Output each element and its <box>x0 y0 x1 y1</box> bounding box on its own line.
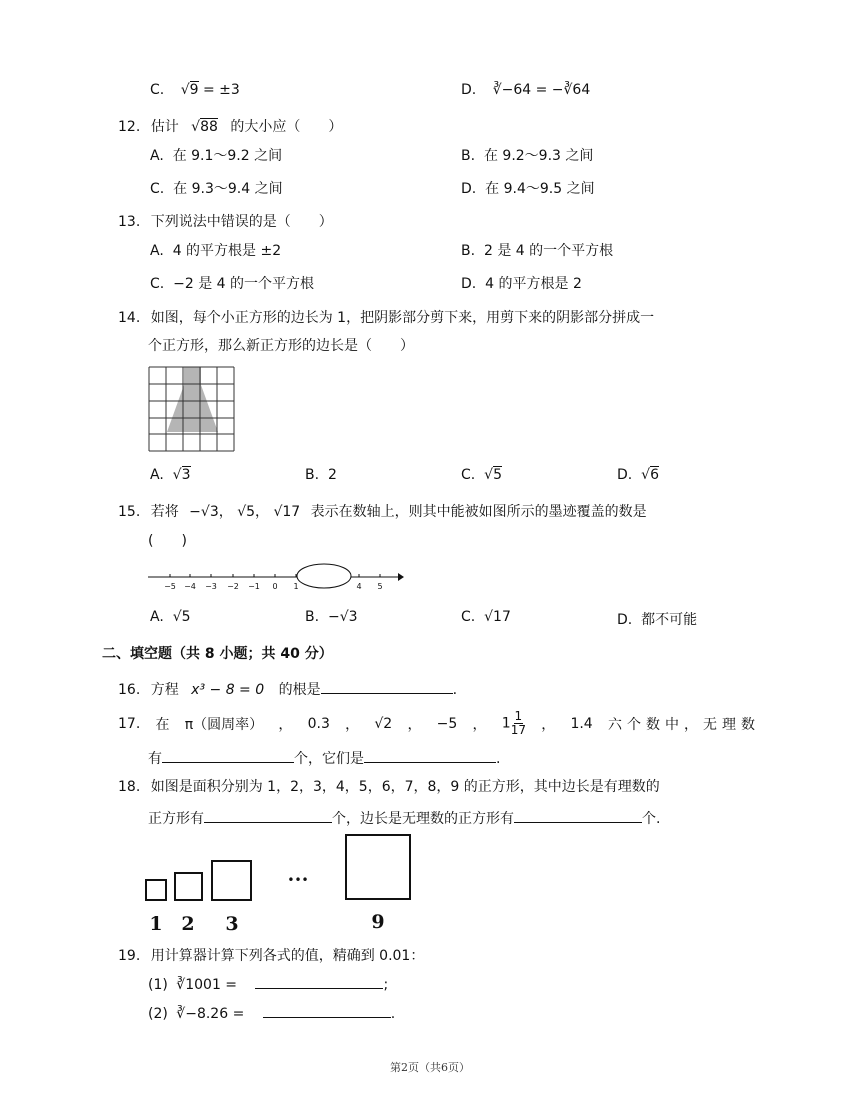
item-expr: ∛−8.26 = <box>176 1006 245 1022</box>
tick-label: 4 <box>356 582 362 591</box>
option-label: B. <box>305 467 320 483</box>
option-label: B. <box>305 609 320 625</box>
square-3 <box>212 861 251 900</box>
option-label: A. <box>150 148 164 164</box>
stem-text: 若将 <box>150 504 179 520</box>
stem-number: √5 <box>237 504 256 520</box>
end-punct: . <box>390 1006 396 1022</box>
q11-option-d <box>461 82 590 98</box>
stem-number: √2 <box>374 715 393 732</box>
end-punct: ; <box>383 977 389 993</box>
answer-blank[interactable] <box>321 677 453 694</box>
q15-option-a <box>150 609 191 625</box>
square-label: 9 <box>371 911 385 933</box>
option-label: A. <box>150 243 164 259</box>
stem-text: 下列说法中错误的是（ ） <box>150 214 333 230</box>
question-number: 14. <box>118 310 141 326</box>
q19-item-2 <box>148 1001 395 1022</box>
stem-text: 的根是 <box>278 682 321 698</box>
q13-option-d <box>461 273 582 293</box>
tick-label: −2 <box>227 582 239 591</box>
option-label: D. <box>461 276 477 292</box>
q15-number-line <box>148 562 404 596</box>
stem-number: −√3 <box>189 504 219 520</box>
q12-option-c <box>150 178 283 198</box>
square-label: 3 <box>225 913 239 934</box>
q15-stem-line1: 15. 若将 −√3， √5， √17 表示在数轴上，则其中能被如图所示的墨迹覆盖的数是 <box>118 504 647 520</box>
radicand: 9 <box>189 82 199 98</box>
stem-text: 有 <box>148 751 162 767</box>
square-label: 2 <box>181 913 195 934</box>
equation: x³ − 8 = 0 <box>191 682 265 698</box>
q17-line1: 17. 在 π（圆周率） ， 0.3 ， √2 ， −5 ， 1 $\frac{1}{17}$ ， 1.4̇ 六个数中，无理数 <box>118 709 760 737</box>
q19-stem <box>118 945 424 965</box>
tick-label: −4 <box>184 582 196 591</box>
stem-text: 表示在数轴上，则其中能被如图所示的墨迹覆盖的数是 <box>310 504 647 520</box>
q14-stem-line1 <box>118 307 654 327</box>
answer-blank[interactable] <box>514 806 642 823</box>
answer-blank[interactable] <box>263 1001 391 1018</box>
stem-text: 如图，每个小正方形的边长为 1，把阴影部分剪下来，用剪下来的阴影部分拼成一 <box>150 310 655 326</box>
radicand: 6 <box>650 467 659 483</box>
q14-option-a: A. √3 <box>150 467 191 483</box>
radicand: 5 <box>493 467 502 483</box>
question-number: 19. <box>118 948 141 964</box>
option-text: 在 9.4～9.5 之间 <box>485 181 595 197</box>
answer-blank[interactable] <box>162 746 294 763</box>
q11-option-c <box>150 82 240 98</box>
option-label: B. <box>461 243 476 259</box>
option-text: 2 是 4 的一个平方根 <box>483 243 614 259</box>
q14-grid-figure <box>148 366 236 452</box>
stem-text: 个，边长是无理数的正方形有 <box>332 811 514 827</box>
option-text: 在 9.3～9.4 之间 <box>173 181 283 197</box>
q14-option-b <box>305 467 337 483</box>
radical: √88 <box>191 119 218 135</box>
tick-label: 5 <box>377 582 383 591</box>
axis-arrow <box>398 573 404 581</box>
stem-text: 个，它们是 <box>294 751 364 767</box>
option-label: D. <box>461 82 477 98</box>
option-label: B. <box>461 148 476 164</box>
stem-text: 估计 <box>150 119 179 135</box>
stem-text: 在 <box>155 716 170 733</box>
q12-option-d <box>461 178 595 198</box>
q18-line2 <box>148 806 660 828</box>
option-label: D. <box>461 181 477 197</box>
q19-item-1 <box>148 972 388 993</box>
q15-option-c <box>461 609 511 625</box>
option-text: 都不可能 <box>641 612 698 628</box>
q14-stem-line2: 个正方形，那么新正方形的边长是（ ） <box>148 338 414 354</box>
q18-squares-figure <box>140 832 420 934</box>
stem-text: 正方形有 <box>148 811 204 827</box>
option-label: D. <box>617 467 633 483</box>
option-text: 4 的平方根是 ±2 <box>172 243 282 259</box>
q12-option-a <box>150 145 282 165</box>
ellipsis-dots: ••• <box>287 873 309 887</box>
stem-text: π（圆周率） <box>184 716 264 733</box>
stem-number: √17 <box>273 504 301 520</box>
square-2 <box>175 873 202 900</box>
option-label: A. <box>150 467 164 483</box>
q14-option-c: C. √5 <box>461 467 502 483</box>
option-text: −2 是 4 的一个平方根 <box>173 276 315 292</box>
stem-number: 1.4̇ <box>570 715 593 732</box>
ink-blot <box>297 564 351 588</box>
stem-number: 0.3 <box>307 715 330 732</box>
q15-option-d <box>617 609 697 629</box>
end-punct: . <box>496 751 501 767</box>
q13-option-c <box>150 273 314 293</box>
question-number: 15. <box>118 504 141 520</box>
item-expr: ∛1001 = <box>176 977 238 993</box>
option-text: 4 的平方根是 2 <box>485 276 582 292</box>
question-number: 17. <box>118 715 141 732</box>
tick-label: 0 <box>272 582 278 591</box>
stem-text: 如图是面积分别为 1，2，3，4，5，6，7，8，9 的正方形，其中边长是有理数的 <box>150 779 660 795</box>
numerator: 1 <box>514 709 523 723</box>
whole-part: 1 <box>501 715 511 732</box>
mixed-number <box>502 710 526 737</box>
q14-option-d: D. √6 <box>617 467 659 483</box>
option-text: √5 <box>172 609 191 625</box>
radicand: 3 <box>181 467 191 483</box>
item-label: (2) <box>148 1006 168 1022</box>
option-label: D. <box>617 612 633 628</box>
stem-text: 六个数中，无理数 <box>607 716 760 733</box>
expr-rest: = ±3 <box>198 82 240 98</box>
option-text: −√3 <box>327 609 358 625</box>
fraction <box>511 710 526 737</box>
option-label: A. <box>150 609 164 625</box>
q15-option-b <box>305 609 358 625</box>
square-1 <box>146 880 166 900</box>
q15-stem-line2: ( ) <box>148 533 187 549</box>
shaded-trapezoid <box>167 367 218 432</box>
option-label: C. <box>150 276 165 292</box>
q17-line2 <box>148 746 500 768</box>
question-number: 16. <box>118 682 141 698</box>
denominator: 17 <box>510 723 526 737</box>
q13-option-a <box>150 240 281 260</box>
q13-option-b <box>461 240 613 260</box>
stem-text: 个. <box>642 811 661 827</box>
answer-blank[interactable] <box>364 746 496 763</box>
q18-line1 <box>118 776 660 796</box>
q12-stem <box>118 116 342 136</box>
option-text: 2 <box>327 467 337 483</box>
tick-label: −3 <box>205 582 217 591</box>
section-title: 二、填空题（共 8 小题；共 40 分） <box>102 646 333 662</box>
tick-label: −5 <box>164 582 176 591</box>
option-label: C. <box>150 82 165 98</box>
option-text: 在 9.1～9.2 之间 <box>172 148 283 164</box>
q16-stem <box>118 677 457 699</box>
option-text: 在 9.2～9.3 之间 <box>483 148 594 164</box>
question-number: 12. <box>118 119 141 135</box>
option-expr: ∛−64 = −∛64 <box>492 82 591 98</box>
answer-blank[interactable] <box>204 806 332 823</box>
question-number: 13. <box>118 214 141 230</box>
stem-text: 的大小应（ ） <box>230 119 343 135</box>
tick-label: −1 <box>248 582 260 591</box>
answer-blank[interactable] <box>255 972 383 989</box>
radical: √9 <box>180 82 199 98</box>
option-label: C. <box>150 181 165 197</box>
question-number: 18. <box>118 779 141 795</box>
square-9 <box>346 835 410 899</box>
stem-text: 方程 <box>150 682 179 698</box>
q13-stem <box>118 211 333 231</box>
end-punct: . <box>452 682 458 698</box>
item-label: (1) <box>148 977 168 993</box>
square-label: 1 <box>149 913 163 934</box>
option-text: √17 <box>484 609 511 625</box>
radicand: 88 <box>200 119 218 135</box>
option-label: C. <box>461 609 476 625</box>
page-footer: 第2页（共6页） <box>390 1061 470 1074</box>
stem-number: −5 <box>436 715 458 732</box>
stem-text: 用计算器计算下列各式的值，精确到 0.01： <box>150 948 425 964</box>
option-label: C. <box>461 467 476 483</box>
tick-label: 1 <box>293 582 299 591</box>
q12-option-b <box>461 145 593 165</box>
